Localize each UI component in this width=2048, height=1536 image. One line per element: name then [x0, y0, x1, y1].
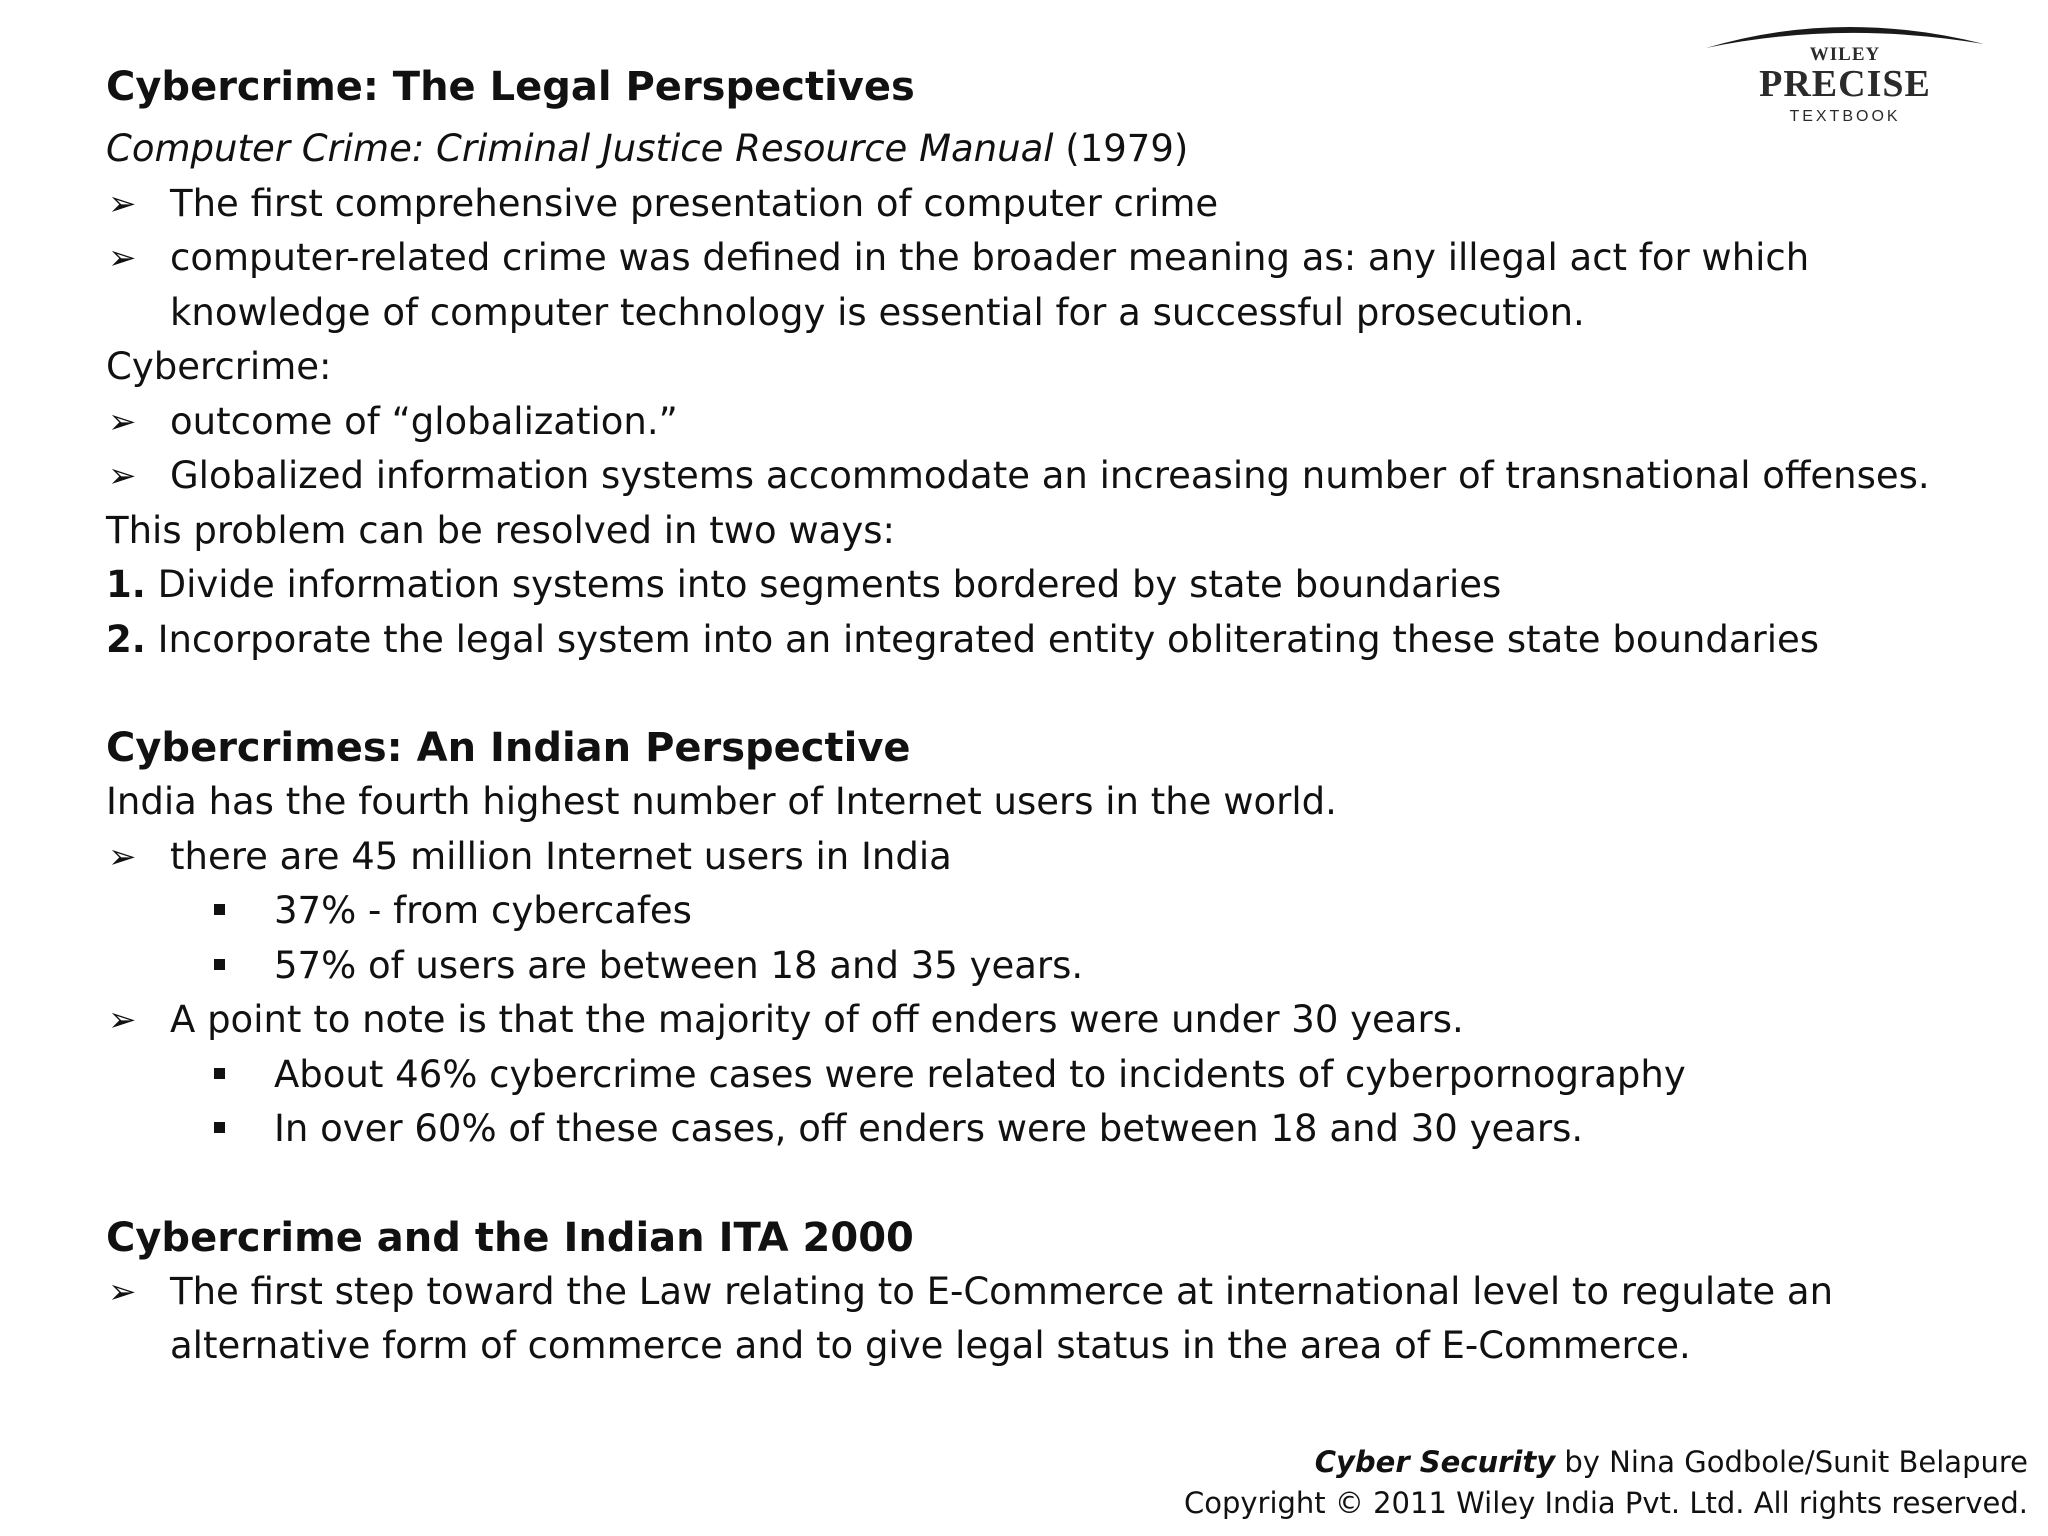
indian-intro: India has the fourth highest number of Internet users in the world. — [106, 780, 1337, 823]
item-number: 1. — [106, 563, 146, 606]
slide-footer — [1184, 1442, 2028, 1524]
numbered-item — [106, 613, 1986, 668]
section-heading-legal: Cybercrime: The Legal Perspectives — [106, 64, 915, 110]
source-year: (1979) — [1053, 127, 1189, 170]
bullet-text: The first comprehensive presentation of computer crime — [170, 181, 1219, 225]
square-bullet-icon — [214, 1122, 225, 1133]
footer-book-title: Cyber Security — [1314, 1445, 1556, 1479]
sub-list-item — [106, 1102, 1986, 1157]
resolve-intro: This problem can be resolved in two ways: — [106, 508, 895, 552]
footer-copyright: Copyright © 2011 Wiley India Pvt. Ltd. All rights reserved. — [1183, 1486, 2028, 1520]
bullet-text-continued: alternative form of commerce and to give legal status in the area of E-Commerce. — [170, 1324, 1691, 1367]
list-item — [106, 449, 1986, 504]
item-number: 2. — [106, 617, 146, 661]
arrowhead-bullet-icon: ➢ — [108, 238, 137, 278]
logo-textbook: TEXTBOOK — [1789, 108, 1901, 125]
sub-list-item — [106, 884, 1986, 939]
cybercrime-label: Cybercrime: — [106, 345, 332, 388]
sub-bullet-text: In over 60% of these cases, off enders were between 18 and 30 years. — [274, 1107, 1584, 1150]
sub-bullet-text: About 46% cybercrime cases were related to incidents of cyberpornography — [274, 1052, 1686, 1096]
bullet-text: Globalized information systems accommodate an increasing number of transnational offenses. — [170, 454, 1930, 497]
arrowhead-bullet-icon: ➢ — [108, 836, 137, 877]
arrowhead-bullet-icon: ➢ — [108, 456, 137, 496]
list-item — [106, 395, 1986, 450]
arrowhead-bullet-icon: ➢ — [108, 1000, 137, 1040]
arrowhead-bullet-icon: ➢ — [108, 401, 137, 442]
arrowhead-bullet-icon: ➢ — [108, 1271, 137, 1312]
bullet-text: computer-related crime was defined in the broader meaning as: any illegal act for which — [170, 236, 1810, 279]
list-item — [106, 1265, 1986, 1374]
source-title: Computer Crime: Criminal Justice Resource Manual — [106, 127, 1054, 170]
sub-list-item — [106, 939, 1986, 994]
footer-book-line — [1184, 1442, 2028, 1483]
logo-wiley: WILEY — [1809, 44, 1881, 65]
bullet-text: outcome of “globalization.” — [170, 399, 678, 443]
list-item — [106, 830, 1986, 885]
list-item — [106, 993, 1986, 1048]
list-item — [106, 231, 1986, 340]
logo-precise: PRECISE — [1759, 63, 1931, 105]
bullet-text: there are 45 million Internet users in India — [170, 834, 952, 878]
sub-list-item — [106, 1048, 1986, 1103]
slide-content — [106, 60, 1986, 1374]
square-bullet-icon — [214, 1068, 225, 1079]
section-heading-indian: Cybercrimes: An Indian Perspective — [106, 725, 911, 771]
footer-authors: by Nina Godbole/Sunit Belapure — [1555, 1445, 2028, 1479]
numbered-item — [106, 558, 1986, 613]
bullet-text-continued: knowledge of computer technology is essential for a successful prosecution. — [170, 290, 1585, 334]
bullet-text: A point to note is that the majority of off enders were under 30 years. — [170, 998, 1464, 1041]
list-item — [106, 177, 1986, 232]
square-bullet-icon — [214, 959, 225, 970]
sub-bullet-text: 57% of users are between 18 and 35 years. — [274, 943, 1084, 987]
sub-bullet-text: 37% - from cybercafes — [274, 889, 692, 932]
section-heading-ita: Cybercrime and the Indian ITA 2000 — [106, 1214, 914, 1261]
square-bullet-icon — [214, 904, 225, 915]
source-line — [106, 122, 1986, 177]
item-text: Divide information systems into segments bordered by state boundaries — [145, 563, 1502, 606]
item-text: Incorporate the legal system into an integrated entity obliterating these state boundaries — [145, 617, 1820, 661]
bullet-text: The first step toward the Law relating to E-Commerce at international level to regulate an — [170, 1269, 1834, 1313]
arrowhead-bullet-icon: ➢ — [108, 183, 137, 224]
